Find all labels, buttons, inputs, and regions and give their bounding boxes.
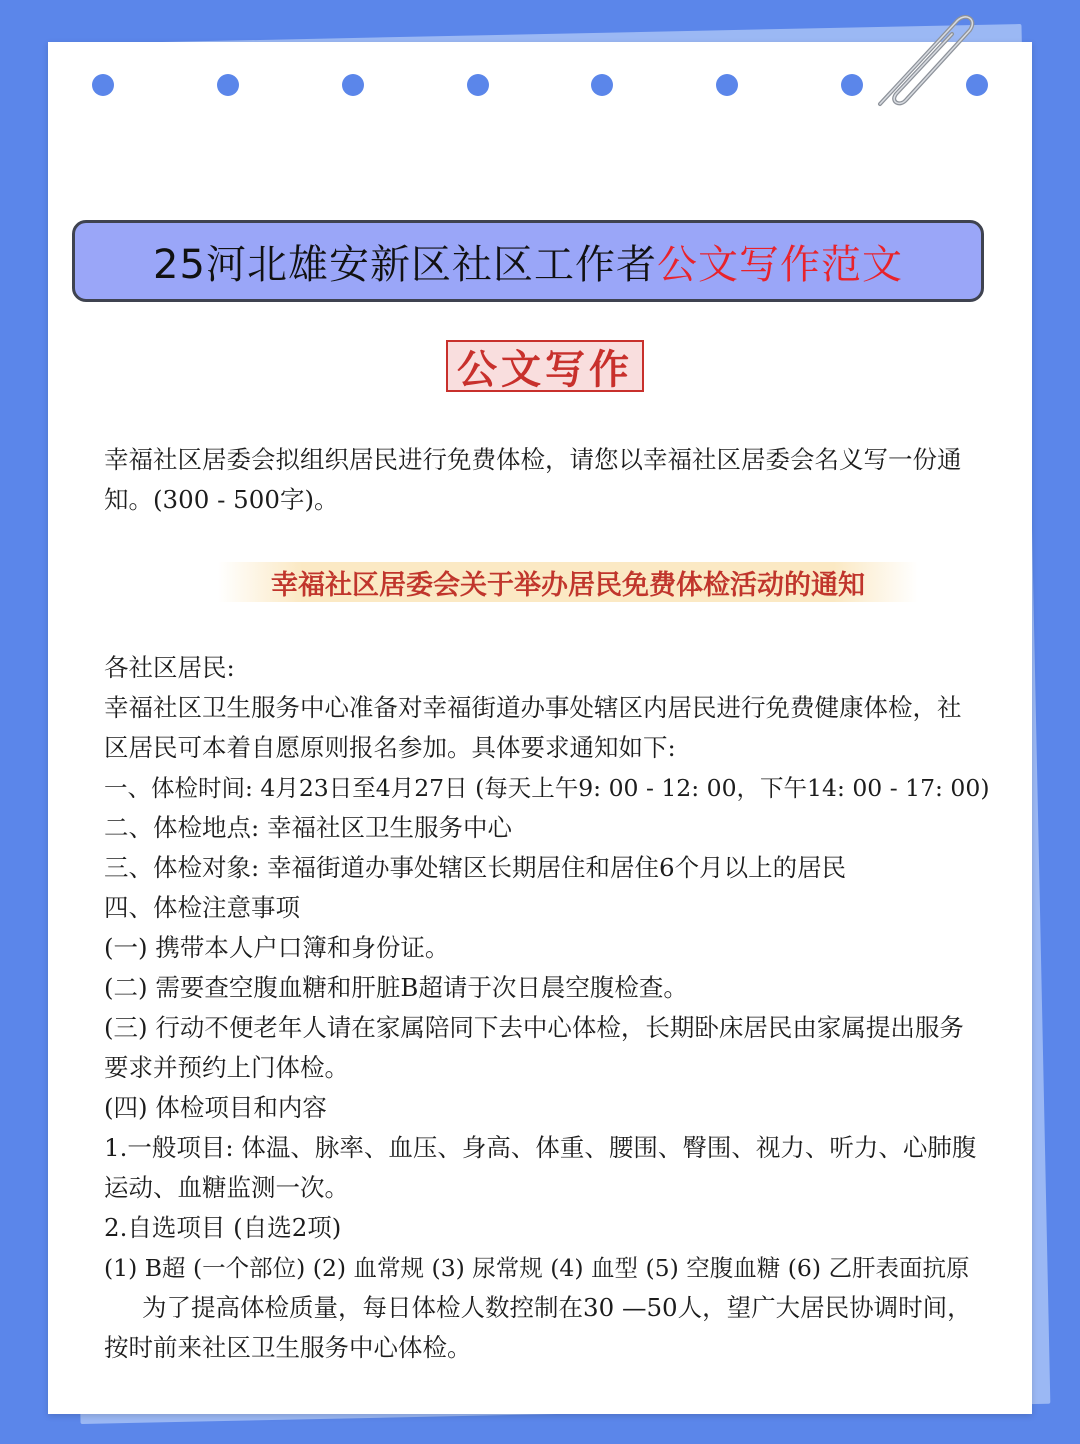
- notice-line: 二、体检地点: 幸福社区卫生服务中心: [104, 813, 513, 842]
- notice-line: 1.一般项目: 体温、脉率、血压、身高、体重、腰围、臀围、视力、听力、心肺腹: [104, 1133, 977, 1162]
- binder-hole: [591, 74, 613, 96]
- title-highlight: 公文写作范文: [656, 241, 903, 288]
- notice-line: (一) 携带本人户口簿和身份证。: [104, 933, 450, 962]
- notice-line: (1) B超 (一个部位) (2) 血常规 (3) 尿常规 (4) 血型 (5) 空腹血糖 (6) 乙肝表面抗原: [104, 1254, 970, 1282]
- prompt-line: 幸福社区居委会拟组织居民进行免费体检，请您以幸福社区居委会名义写一份通: [104, 445, 962, 474]
- notice-line: (二) 需要查空腹血糖和肝脏B超请于次日晨空腹检查。: [104, 973, 688, 1002]
- notice-line: (四) 体检项目和内容: [104, 1093, 327, 1122]
- notice-body: [104, 648, 990, 1368]
- binder-hole: [92, 74, 114, 96]
- notice-line: 2.自选项目 (自选2项): [104, 1213, 342, 1242]
- notice-line: 三、体检对象: 幸福街道办事处辖区长期居住和居住6个月以上的居民: [104, 853, 847, 882]
- notice-line: 运动、血糖监测一次。: [104, 1173, 349, 1202]
- notice-line: 四、体检注意事项: [104, 893, 300, 922]
- notice-line: 按时前来社区卫生服务中心体检。: [104, 1333, 472, 1362]
- page-title: [72, 220, 984, 302]
- binder-hole: [716, 74, 738, 96]
- prompt-text: [104, 440, 984, 520]
- prompt-line: 知。(300 - 500字)。: [104, 485, 339, 514]
- notice-line: 各社区居民:: [104, 653, 235, 682]
- notice-line: (三) 行动不便老年人请在家属陪同下去中心体检，长期卧床居民由家属提出服务: [104, 1013, 964, 1042]
- binder-hole: [467, 74, 489, 96]
- notebook-paper: [48, 42, 1032, 1414]
- notice-line: 区居民可本着自愿原则报名参加。具体要求通知如下:: [104, 733, 676, 762]
- paperclip-icon: [860, 4, 980, 114]
- notice-line: 为了提高体检质量，每日体检人数控制在30 —50人，望广大居民协调时间，: [142, 1293, 972, 1322]
- notice-line: 幸福社区卫生服务中心准备对幸福街道办事处辖区内居民进行免费健康体检，社: [104, 693, 962, 722]
- binder-hole: [342, 74, 364, 96]
- notice-line: 一、体检时间: 4月23日至4月27日 (每天上午9: 00 - 12: 00，下午14: 00 - 17: 00): [104, 774, 990, 802]
- binder-hole: [217, 74, 239, 96]
- section-stamp: 公文写作: [446, 340, 644, 392]
- title-main: 25河北雄安新区社区工作者: [153, 241, 657, 288]
- notice-title: 幸福社区居委会关于举办居民免费体检活动的通知: [218, 562, 918, 602]
- notice-line: 要求并预约上门体检。: [104, 1053, 349, 1082]
